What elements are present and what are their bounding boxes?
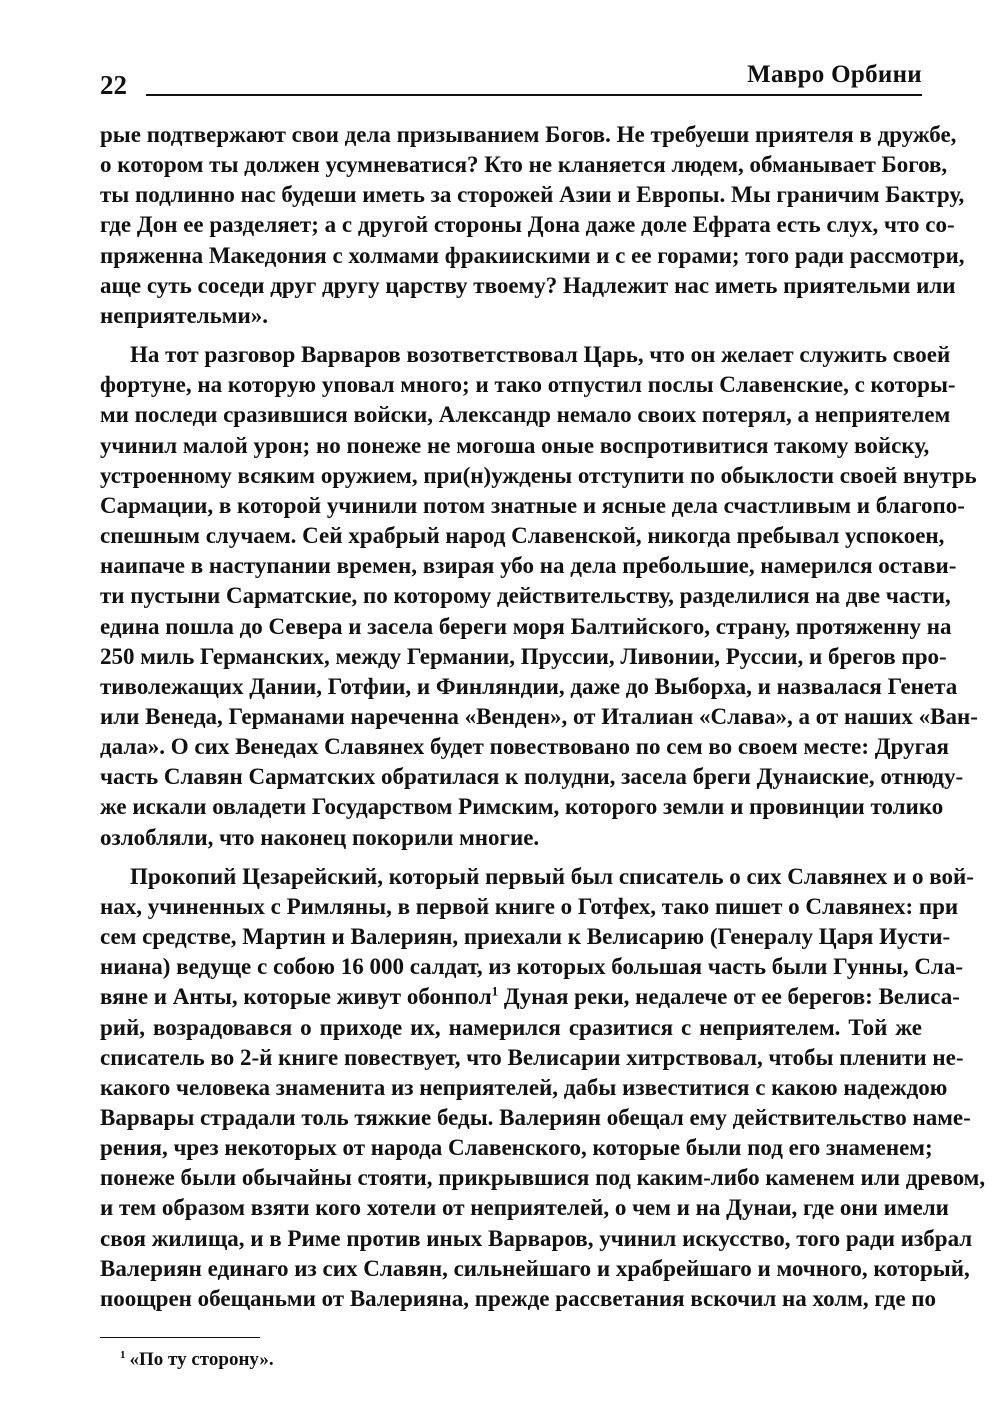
- text-line: аще суть соседи друг другу царству твоему? Надлежит нас иметь приятельми или: [100, 272, 956, 298]
- text-line: понеже были обычайны стояти, прикрывшися под каким-либо каменем или древом,: [100, 1165, 986, 1191]
- text-line: часть Славян Сарматских обратилася к полудни, засела бреги Дунаиские, отнюду-: [100, 764, 964, 790]
- text-line: же искали овладети Государством Римским, которого земли и провинции толико: [100, 794, 944, 820]
- text-line: учинил малой урон; но понеже не могоша оные воспротивитися такому войску,: [100, 432, 930, 458]
- text-line: где Дон ее разделяет; а с другой стороны Дона даже доле Ефрата есть слух, что со-: [100, 212, 955, 238]
- text-line: поощрен обещаньми от Валерияна, прежде рассветания вскочил на холм, где по: [100, 1285, 937, 1311]
- text-line: озлобляли, что наконец покорили многие.: [100, 824, 540, 850]
- text-line: тиволежащих Дании, Готфии, и Финляндии, даже до Выборха, и назвалася Генета: [100, 673, 958, 699]
- text-line: ниана) ведуще с собою 16 000 салдат, из которых большая часть были Гунны, Сла-: [100, 954, 963, 980]
- text-line: дала». О сих Венедах Славянех будет повествовано по сем во своем месте: Другая: [100, 734, 949, 760]
- text-line: какого человека знаменита из неприятелей, дабы известитися с какою надеждою: [100, 1074, 948, 1100]
- text-line: ти пустыни Сарматские, по которому действительству, разделилися на две части,: [100, 583, 951, 609]
- text-line: ми последи сразившися войски, Александр немало своих потерял, а неприятелем: [100, 402, 951, 428]
- running-title: Мавро Орбини: [747, 61, 922, 88]
- text-line: пряженна Македония с холмами фракиискими и с ее горами; того ради рассмотри,: [100, 242, 965, 268]
- text-segment: вяне и Анты, которые живут обонпол: [100, 984, 492, 1010]
- body-text: [100, 120, 986, 1314]
- text-line: списатель во 2-й книге повествует, что Велисарии хитрствовал, чтобы пленити не-: [100, 1044, 964, 1070]
- text-line: устроенному всяким оружием, при(н)уждены отступити по обыклости своей внутрь: [100, 462, 977, 488]
- text-line: или Венеда, Германами нареченна «Венден», от Италиан «Слава», а от наших «Ван-: [100, 703, 978, 729]
- header-rule: [146, 94, 922, 96]
- footnote-reference[interactable]: 1: [491, 983, 499, 999]
- text-line: едина пошла до Севера и засела береги моря Балтийского, страну, протяженну на: [100, 613, 952, 639]
- text-line: Прокопий Цезарейский, который первый был списатель о сих Славянех и о вой-: [130, 863, 974, 889]
- footnote: [120, 1347, 274, 1373]
- text-line: наипаче в наступании времен, взирая убо на дела пребольшие, намерился остави-: [100, 553, 957, 579]
- text-line: Варвары страдали толь тяжкие беды. Валериян обещал ему действительство наме-: [100, 1105, 971, 1130]
- text-line: фортуне, на которую уповал много; и тако отпустил послы Славенские, с которы-: [100, 372, 956, 398]
- text-line: Валериян единаго из сих Славян, сильнейшаго и храбрейшаго и мочного, который,: [100, 1255, 970, 1281]
- footnote-text: «По ту сторону».: [129, 1349, 274, 1370]
- text-line: рения, чрез некоторых от народа Славенского, которые были под его знаменем;: [100, 1135, 933, 1161]
- text-line: Сармации, в которой учинили потом знатные и ясные дела счастливым и благопо-: [100, 492, 965, 518]
- text-line: 250 миль Германских, между Германии, Пруссии, Ливонии, Руссии, и брегов про-: [100, 643, 947, 669]
- text-segment: Дуная реки, недалече от ее берегов: Велиса-: [498, 984, 960, 1010]
- text-line: рий, возрадовався о приходе их, намерился сразитися с неприятелем. Той же: [100, 1014, 922, 1040]
- text-line: спешным случаем. Сей храбрый народ Славенской, никогда пребывал успокоен,: [100, 523, 945, 549]
- text-line: рые подтвержают свои дела призыванием Богов. Не требуеши приятеля в дружбе,: [100, 122, 957, 147]
- footnote-rule: [100, 1337, 260, 1338]
- text-line: о котором ты должен усумневатися? Кто не кланяется людем, обманывает Богов,: [100, 152, 948, 178]
- page-number: 22: [100, 70, 127, 100]
- text-line: своя жилища, и в Риме против иных Варваров, учинил искусство, того ради избрал: [100, 1225, 973, 1251]
- footnote-marker: 1: [120, 1348, 126, 1361]
- text-line: ты подлинно нас будеши иметь за сторожей Азии и Европы. Мы граничим Бактру,: [100, 182, 965, 208]
- text-line: нах, учиненных с Римляны, в первой книге о Готфех, тако пишет о Славянех: при: [100, 893, 959, 919]
- text-line: На тот разговор Варваров возответствовал Царь, что он желает служить своей: [130, 342, 951, 368]
- text-line: сем средстве, Мартин и Валериян, приехали к Велисарию (Генералу Царя Иусти-: [100, 924, 951, 950]
- text-line-with-footnote-ref: [100, 982, 960, 1012]
- text-line: и тем образом взяти кого хотели от неприятелей, о чем и на Дунаи, где они имели: [100, 1195, 949, 1221]
- text-line: неприятельми».: [100, 302, 268, 328]
- page-header: [100, 58, 922, 98]
